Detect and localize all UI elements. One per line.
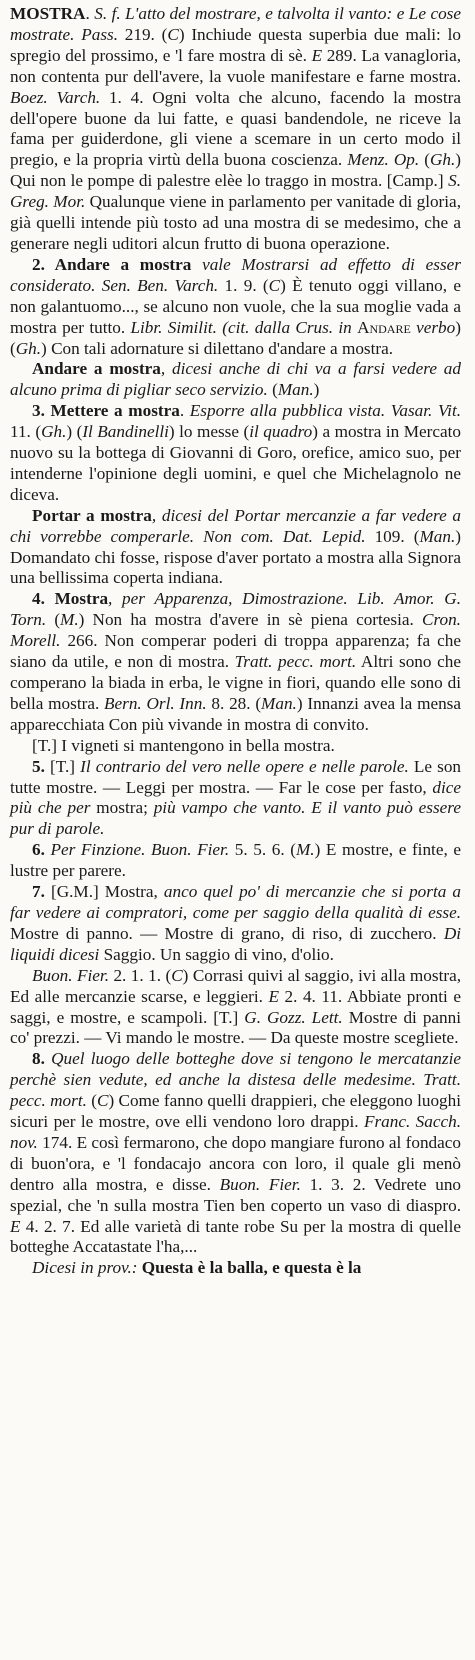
bold-term: 6. bbox=[32, 840, 45, 860]
italic-citation: M. bbox=[60, 610, 79, 630]
text-segment: 8. 28. ( bbox=[206, 693, 262, 713]
text-segment: 219. ( bbox=[118, 24, 168, 44]
italic-citation: Bern. Orl. Inn. bbox=[104, 693, 207, 713]
text-segment: Saggio. Un saggio di vino, d'olio. bbox=[99, 944, 334, 964]
text-segment: 4. 2. 7. Ed alle varietà di tante robe Su per la mostra di quelle botteghe Accatastate l'ha,... bbox=[10, 1216, 461, 1257]
text-segment: ) Con tali adornature si dilettano d'andare a mostra. bbox=[41, 338, 394, 358]
bold-term: 7. bbox=[32, 882, 45, 902]
italic-citation: Franc. Sacch. nov. bbox=[10, 1112, 461, 1152]
text-segment: 1. 3. 2. Vedrete uno spezial, che 'n sulla mostra Tien ben coperto un vaso di diaspro. bbox=[10, 1174, 462, 1215]
italic-citation: Esporre alla pubblica vista. Vasar. Vit. bbox=[189, 401, 462, 421]
italic-citation: Quel luogo delle botteghe dove si tengono le mercatanzie perchè sien vedute, ed anche la distesa delle medesime. Tratt. pecc. mort. bbox=[10, 1049, 461, 1111]
text-segment: 1. 9. ( bbox=[218, 275, 269, 295]
text-segment: 2. 4. 11. Abbiate pronti e saggi, e mostre, e scampoli. [T.] bbox=[10, 986, 461, 1027]
text-segment: ) bbox=[313, 380, 320, 400]
text-segment: 109. ( bbox=[365, 526, 420, 546]
text-segment: 2. 1. 1. ( bbox=[109, 965, 172, 985]
text-segment: Mostre di panno. — Mostre di grano, di riso, di zucchero. bbox=[10, 923, 444, 943]
dictionary-entry-mostra bbox=[10, 4, 461, 1279]
entry-paragraph bbox=[10, 757, 461, 841]
entry-paragraph bbox=[10, 1049, 461, 1258]
italic-citation: Il Bandinelli bbox=[82, 422, 169, 442]
italic-citation: anco quel po' di mercanzie che si porta a far vedere ai compratori, come per saggio della qualità di esse. bbox=[10, 882, 461, 922]
bold-term: 3. Mettere a mostra bbox=[32, 401, 180, 421]
italic-citation: più vampo che vanto. E il vanto può essere pur di parole. bbox=[10, 798, 461, 839]
entry-paragraph bbox=[10, 840, 461, 882]
entry-paragraph bbox=[10, 359, 461, 401]
text-segment: 11. ( bbox=[10, 422, 42, 442]
italic-citation: vale Mostrarsi ad effetto di esser considerato. Sen. Ben. Varch. bbox=[10, 254, 461, 295]
text-segment: ) ( bbox=[66, 422, 83, 442]
italic-citation: , dicesi anche di chi va a farsi vedere ad alcuno prima di pigliar seco servizio. bbox=[10, 359, 461, 400]
entry-paragraph bbox=[10, 506, 461, 590]
italic-citation: Gh. bbox=[15, 338, 42, 358]
italic-citation: Cron. Morell. bbox=[10, 610, 461, 651]
text-segment: . bbox=[85, 4, 95, 23]
text-segment: ( bbox=[86, 1091, 97, 1111]
italic-citation: C bbox=[171, 965, 183, 985]
text-segment: ( bbox=[267, 380, 278, 400]
italic-citation: Di liquidi dicesi bbox=[10, 923, 461, 964]
bold-term: Questa è la balla, e questa è la bbox=[137, 1258, 362, 1278]
entry-paragraph bbox=[10, 589, 461, 735]
italic-citation: Man. bbox=[277, 380, 314, 400]
italic-citation: Buon. Fier. bbox=[32, 965, 110, 985]
italic-citation: Libr. Similit. (cit. dalla Crus. in bbox=[130, 317, 358, 337]
italic-citation: C bbox=[167, 24, 179, 44]
italic-citation: Buon. Fier. bbox=[219, 1174, 301, 1194]
text-segment: ) Corrasi quivi al saggio, ivi alla mostra, Ed alle mercanzie scarse, e leggieri. bbox=[10, 965, 462, 1006]
entry-paragraph bbox=[10, 4, 461, 255]
text-segment: ) Non ha mostra d'avere in sè piena cortesia. bbox=[78, 610, 422, 630]
italic-citation: Gh. bbox=[429, 150, 456, 170]
italic-citation: dice più che per bbox=[10, 777, 461, 818]
italic-citation: Boez. Varch. bbox=[10, 87, 101, 107]
italic-citation: E bbox=[268, 986, 279, 1006]
text-segment: . bbox=[179, 401, 190, 421]
italic-citation: M. bbox=[295, 840, 315, 860]
text-segment: ) E mostre, e finte, e lustre per parere. bbox=[10, 840, 461, 881]
text-segment: 1. 4. Ogni volta che alcuno, facendo la mostra dell'opere buone da lui fatte, e quasi bandendole, ne riceve la fama per guiderdone, gli viene a scemare in un certo modo il pregio, e la propria virtù della buona coscienza. bbox=[10, 87, 461, 170]
italic-citation: E bbox=[311, 45, 323, 65]
bold-term: Andare a mostra bbox=[32, 359, 161, 379]
italic-citation: Il contrario del vero nelle opere e nelle parole. bbox=[80, 756, 409, 776]
italic-citation: C bbox=[96, 1091, 109, 1111]
text-segment: Qualunque viene in parlamento per vanitade di gloria, già quelli intende più tosto ad una mostra di se medesimo, che a generare negli uditori alcun frutto di buona operazione. bbox=[10, 192, 461, 253]
entry-paragraph bbox=[10, 966, 461, 1050]
entry-paragraph bbox=[10, 736, 461, 757]
bold-term: 8. bbox=[32, 1049, 45, 1069]
italic-citation: Per Finzione. Buon. Fier. bbox=[44, 840, 230, 860]
italic-citation: S. Greg. Mor. bbox=[10, 171, 461, 212]
bold-term: Portar a mostra bbox=[32, 505, 152, 525]
text-segment: ) Qui non le pompe di palestre elèe lo traggo in mostra. [Camp.] bbox=[10, 150, 461, 191]
small-caps-term: Andare bbox=[357, 317, 411, 337]
italic-citation: C bbox=[268, 275, 281, 295]
text-segment: Le son tutte mostre. — Leggi per mostra. — Far le cose per fasto, bbox=[10, 756, 462, 797]
italic-citation: verbo bbox=[410, 317, 456, 337]
italic-citation: Man. bbox=[261, 693, 297, 713]
italic-citation: , dicesi del Portar mercanzie a far vedere a chi vorrebbe comperarle. Non com. Dat. Lepid. bbox=[10, 505, 461, 546]
bold-term: MOSTRA bbox=[10, 4, 86, 23]
text-segment: [T.] bbox=[44, 756, 81, 776]
entry-paragraph bbox=[10, 401, 461, 506]
italic-citation: G. Gozz. Lett. bbox=[244, 1007, 343, 1027]
text-segment: [T.] I vigneti si mantengono in bella mostra. bbox=[32, 735, 335, 755]
text-segment: ) È tenuto oggi villano, e non galantuomo..., se alcuno non vuole, che la sua moglie vada a mostra per tutto. bbox=[10, 275, 461, 337]
bold-term: 4. Mostra bbox=[32, 589, 109, 609]
entry-paragraph bbox=[10, 882, 461, 966]
text-segment: mostra; bbox=[90, 798, 154, 818]
entry-paragraph bbox=[10, 1258, 461, 1279]
text-segment: ) ( bbox=[10, 317, 461, 358]
text-segment: 266. Non comperar poderi di troppa apparenza; fa che siano da utile, e non di mostra. bbox=[10, 631, 461, 672]
text-segment: ) Innanzi avea la mensa apparecchiata Con più vivande in mostra di convito. bbox=[10, 693, 461, 734]
entry-paragraph bbox=[10, 255, 461, 360]
italic-citation: E bbox=[10, 1216, 21, 1236]
text-segment: Mostre di panni co' prezzi. — Vi mando le mostre. — Da queste mostre scegliete. bbox=[10, 1007, 462, 1048]
italic-citation: Man. bbox=[419, 526, 456, 546]
italic-citation: S. f. L'atto del mostrare, e talvolta il vanto: e Le cose mostrate. Pass. bbox=[10, 4, 461, 44]
text-segment: ) Come fanno quelli drappieri, che eleggono luoghi sicuri per le mostre, ove elli vendono loro drappi. bbox=[10, 1091, 461, 1132]
bold-term: 2. Andare a mostra bbox=[32, 254, 192, 274]
italic-citation: Gh. bbox=[41, 422, 67, 442]
bold-term: 5. bbox=[32, 756, 45, 776]
text-segment: ) lo messe ( bbox=[168, 422, 250, 442]
text-segment: [G.M.] Mostra, bbox=[44, 882, 164, 902]
text-segment: ) Inchiude questa superbia due mali: lo spregio del prossimo, e 'l fare mostra di sè. bbox=[10, 24, 461, 65]
text-segment: 5. 5. 6. ( bbox=[229, 840, 296, 860]
italic-citation: Tratt. pecc. mort. bbox=[234, 652, 357, 672]
text-segment: ( bbox=[419, 150, 430, 170]
text-segment: Altri sono che comperano la biada in erba, le vigne in fiori, quando elle sono di bella mostra. bbox=[10, 652, 461, 713]
italic-citation: Dicesi in prov.: bbox=[32, 1258, 138, 1278]
italic-citation: , per Apparenza, Dimostrazione. Lib. Amor. G. Torn. bbox=[10, 589, 461, 630]
text-segment: ) Domandato chi fosse, rispose d'aver portato a mostra alla Signora una bellissima coperta indiana. bbox=[10, 526, 461, 588]
italic-citation: Menz. Op. bbox=[347, 150, 420, 170]
text-segment: ( bbox=[46, 610, 61, 630]
text-segment: 174. E così fermarono, che dopo mangiare furono al fondaco di buon'ora, e 'l fondacajo ancora con loro, il quale gli menò dentro alla mostra, e disse. bbox=[10, 1132, 461, 1194]
text-segment: 289. La vanagloria, non contenta pur dell'avere, la vuole manifestare e farne mostra. bbox=[10, 45, 461, 86]
text-segment: ) a mostra in Mercato nuovo su la bottega di Giovanni di Goro, orefice, amico suo, per intenderne l'opinione degli uomini, e quel che Michelagnolo ne diceva. bbox=[10, 422, 461, 504]
italic-citation: il quadro bbox=[249, 422, 313, 442]
